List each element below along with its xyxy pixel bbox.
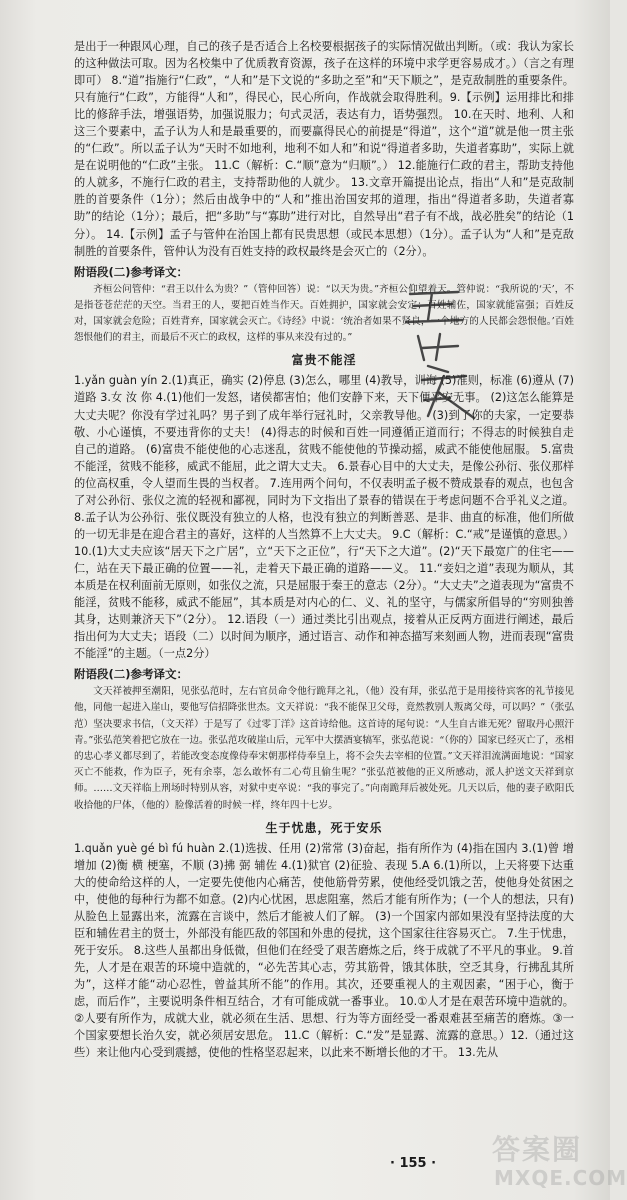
watermark-logo [488,1126,627,1200]
watermark-top-text: 答案圈 [492,1133,583,1166]
answers-section-1: 是出于一种跟风心理，自己的孩子是否适合上名校要根据孩子的实际情况做出判断。（或：我认为家长的这种做法可取。因为名校集中了优质教育资源，孩子在这样的环境中求学更容易成才。）（言之有理即可） 8.“道”指施行“仁政”，“人和”是下文说的“多助之至”和“天下顺之”，是克敌制胜的重要条件。只有施行“仁政”，方能得“人和”，得民心，民心所向，作战就会取得胜利。9.【示例】运用排比和排比的修辞手法，增强语势，加强说服力；句式灵活，表达有力，语势强烈。 10.在天时、地利、人和这三个要素中，孟子认为人和是最重要的，而要赢得民心的前提是“得道”，这个“道”就是他一贯主张的“仁政”。所以孟子认为“天时不如地利，地利不如人和”和说“得道者多助，失道者寡助”，实际上就是在说明他的“仁政”主张。 11.C（解析：C.“顺”意为“归顺”。） 12.能施行仁政的君主，帮助支持他的人就多，不施行仁政的君主，支持帮助他的人就少。 13.文章开篇提出论点，指出“人和”是克敌制胜的首要条件（1分）；然后由战争中的“人和”推出治国安邦的道理，指出“得道者多助，失道者寡助”的结论（1分）；最后，把“多助”与“寡助”进行对比，自然导出“君子有不战，战必胜矣”的结论（1分）。 14.【示例】孟子与管仲在治国上都有民贵思想（或民本思想）（1分）。孟子认为“人和”是克敌制胜的首要条件，管仲认为没有百姓支持的政权最终是会灭亡的（2分）。 [74,40,574,258]
translation-heading-2: 附语段(二)参考译文： [74,667,189,682]
answers-section-2: 1.yǎn guàn yín 2.(1)真正，确实 (2)停息 (3)怎么，哪里 (4)教导，训诲 (5)准则，标准 (6)遵从 (7)道路 3.女 汝 你 4.(1)他们一发怒，诸侯都害怕；他们安静下来，天下便平安无事。 (2)这怎么能算是大丈夫呢？你没有学过礼吗？男子到了成年举行冠礼时，父亲教导他。 (3)到了你的夫家，一定要恭敬、小心谨慎，不要违背你的丈夫！ (4)得志的时候和百姓一同遵循正道而行；不得志的时候独自走自己的道路。 (6)富贵不能使他的心志迷乱，贫贱不能使他的节操动摇，威武不能使他屈服。 5.富贵不能淫，贫贱不能移，威武不能屈，此之谓大丈夫。 6.景春心目中的大丈夫，是像公孙衍、张仪那样的位高权重，令人望而生畏的当权者。 7.连用两个问句，不仅表明孟子极不赞成景春的观点，也包含了对公孙衍、张仪之流的轻视和鄙视，同时为下文指出了景春的错误在于考虑问题不合乎礼义之道。 8.孟子认为公孙衍、张仪既没有独立的人格，也没有独立的判断善恶、是非、曲直的标准，他们所做的一切无非是在迎合君主的喜好，这样的人当然算不上大丈夫。 9.C（解析：C.“戒”是谨慎的意思。） 10.(1)大丈夫应该“居天下之广居”，立“天下之正位”，行“天下之大道”。(2)“天下最宽广的住宅——仁，站在天下最正确的位置——礼，走着天下最正确的道路——义。 11.“妾妇之道”表现为顺从，其本质是在权利面前无原则，如张仪之流，只是屈服于秦王的意志（2分）。“大丈夫”之道表现为“富贵不能淫，贫贱不能移，威武不能屈”，其本质是对内心的仁、义、礼的坚守，与儒家所倡导的“穷则独善其身，达则兼济天下”（2分）。 12.语段（一）通过类比引出观点，接着从正反两方面进行阐述，最后指出何为大丈夫；语段（二）以时间为顺序，通过语言、动作和神态描写来刻画人物，进而表现“富贵不能淫”的主题。（一点2分） [74,374,574,661]
answer-column [74,38,574,1061]
watermark-bottom-text: MXQE.COM [494,1166,627,1190]
translation-text-2: 文天祥被押至潮阳，见张弘范时，左右官员命令他行跪拜之礼，（他）没有拜，张弘范于是用接待宾客的礼节接见他，同他一起进入崖山，要他写信招降张世杰。文天祥说：“我不能保卫父母，竟然教别人叛离父母，可以吗？”（张弘范）坚决要求书信，（文天祥）于是写了《过零丁洋》这首诗给他。这首诗的尾句说：“人生自古谁无死？留取丹心照汗青。”张弘范笑着把它放在一边。张弘范攻破崖山后，元军中大摆酒宴犒军，张弘范说：“（你的）国家已经灭亡了，丞相的忠心孝义都尽到了，若能改变态度像侍奉宋朝那样侍奉皇上，将不会失去宰相的位置。”文天祥泪流满面地说：“国家灭亡不能救，作为臣子，死有余辜，怎么敢怀有二心苟且偷生呢？”张弘范被他的正义所感动，派人护送文天祥到京师。……文天祥临上刑场时特别从容，对狱中吏卒说：“我的事完了。”向南跪拜后被处死。几天以后，他的妻子欧阳氏收拾他的尸体，（他的）脸像活着的时候一样，终年四十七岁。 [74,686,574,811]
answers-section-3: 1.quǎn yuè gé bì fú huàn 2.(1)选拔、任用 (2)常常 (3)奋起，指有所作为 (4)指在国内 3.(1)曾 增 增加 (2)衡 横 梗塞，不顺 (3)拂 弼 辅佐 4.(1)狱官 (2)征验、表现 5.A 6.(1)所以，上天将要下达重大的使命给这样的人，一定要先使他内心痛苦，使他筋骨劳累，使他经受饥饿之苦，使他身处贫困之中，使他的每种行为都不如意。(2)内心忧困，思虑阻塞，然后才能有所作为；(一个人的想法，只有)从脸色上显露出来，流露在言谈中，然后才能被人们了解。 (3)一个国家内部如果没有坚持法度的大臣和辅佐君主的贤士，外部没有能匹敌的邻国和外患的侵扰，这个国家往往容易灭亡。 7.生于忧患，死于安乐。 8.这些人虽都出身低微，但他们在经受了艰苦磨炼之后，终于成就了不平凡的事业。 9.首先，人才是在艰苦的环境中造就的，“必先苦其心志，劳其筋骨，饿其体肤，空乏其身，行拂乱其所为”，这样才能“动心忍性，曾益其所不能”的作用。其次，还要重视人的主观因素，“困于心，衡于虑，而后作”，主要说明条件相互结合，才有可能成就一番事业。 10.①人才是在艰苦环境中造就的。②人要有所作为，成就大业，就必须在生活、思想、行为等方面经受一番艰难甚至痛苦的磨炼。③一个国家要想长治久安，就必须居安思危。 11.C（解析：C.“发”是显露、流露的意思。）12.（通过这些）来让他内心受到震撼，使他的性格坚忍起来，以此来不断增长他的才干。 13.先从 [74,841,574,1060]
section-title-youhuan: 生于忧患，死于安乐 [265,820,383,835]
section-title-fugui: 富贵不能淫 [291,353,357,368]
translation-text-1: 齐桓公问管仲：“君王以什么为贵？”（管仲回答）说：“以天为贵。”齐桓公仰望着天。管仲说：“我所说的‘天’，不是指苍苍茫茫的天空。当君王的人，要把百姓当作天。百姓拥护，国家就会安定；百姓辅佐，国家就能富强；百姓反对，国家就会危险；百姓背弃，国家就会灭亡。《诗经》中说：‘统治者如果不贤良，一个地方的人民都会怨恨他。’百姓怨恨他们的君主，而最后不灭亡的政权，这样的事从来没有过的。” [74,283,574,344]
translation-heading-1: 附语段(二)参考译文： [74,264,189,279]
page-number: · 155 · [390,1156,437,1171]
